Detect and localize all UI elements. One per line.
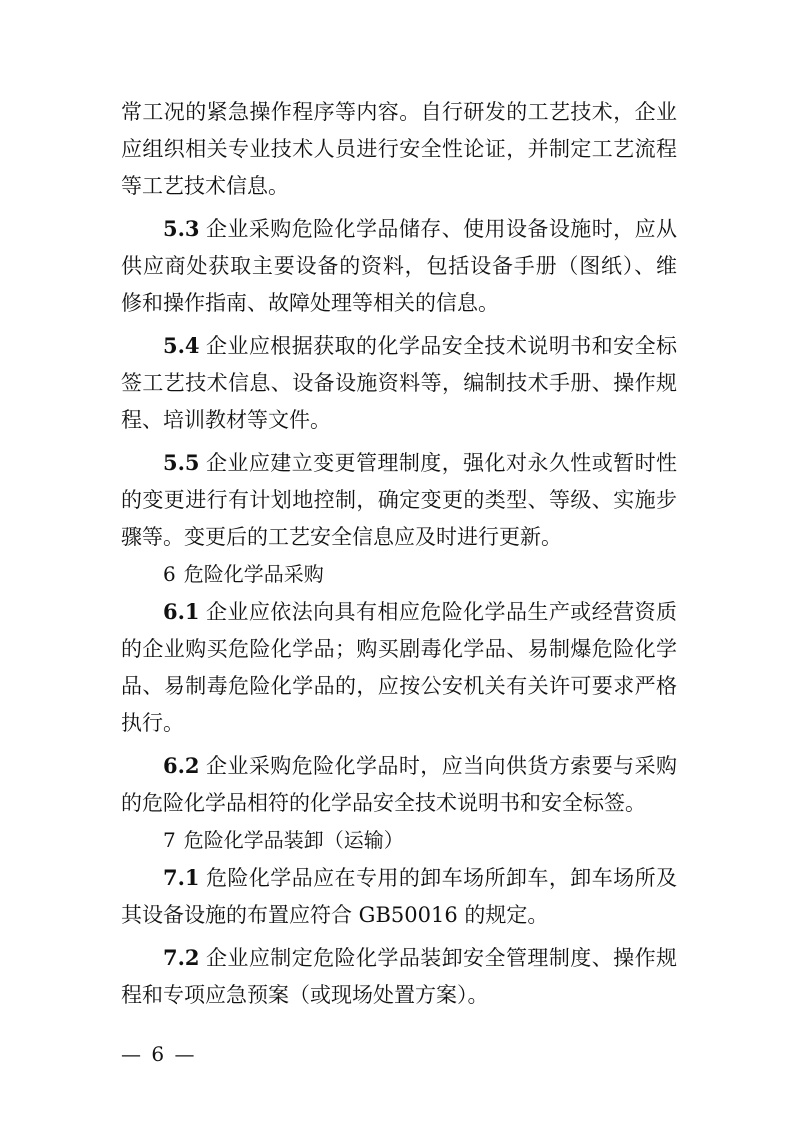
clause-number: 5.3 <box>163 216 200 241</box>
clause-number: 7.1 <box>163 865 200 890</box>
section-heading-7 <box>121 822 677 859</box>
clause-5-3 <box>121 210 677 322</box>
page-number: — 6 — <box>121 1042 197 1066</box>
clause-6-1 <box>121 593 677 742</box>
clause-6-2 <box>121 747 677 822</box>
clause-text: 危险化学品应在专用的卸车场所卸车，卸车场所及其设备设施的布置应符合 GB50016 的规定。 <box>121 866 677 927</box>
clause-7-1 <box>121 859 677 934</box>
section-heading-6 <box>121 556 677 593</box>
paragraph-continuation: 常工况的紧急操作程序等内容。自行研发的工艺技术，企业应组织相关专业技术人员进行安全性论证，并制定工艺流程等工艺技术信息。 <box>121 100 677 198</box>
clause-number: 5.4 <box>163 333 200 358</box>
clause-text: 企业应根据获取的化学品安全技术说明书和安全标签工艺技术信息、设备设施资料等，编制技术手册、操作规程、培训教材等文件。 <box>121 334 677 432</box>
clause-text: 企业采购危险化学品时，应当向供货方索要与采购的危险化学品相符的化学品安全技术说明书和安全标签。 <box>121 754 677 815</box>
clause-5-4 <box>121 327 677 439</box>
clause-text: 企业应依法向具有相应危险化学品生产或经营资质的企业购买危险化学品；购买剧毒化学品、易制爆危险化学品、易制毒危险化学品的，应按公安机关有关许可要求严格执行。 <box>121 600 677 735</box>
clause-7-2 <box>121 939 677 1014</box>
clause-text: 企业采购危险化学品储存、使用设备设施时，应从供应商处获取主要设备的资料，包括设备手册（图纸）、维修和操作指南、故障处理等相关的信息。 <box>121 217 677 315</box>
document-body <box>121 94 677 1014</box>
section-title: 危险化学品采购 <box>183 562 324 586</box>
section-number: 6 <box>163 562 176 586</box>
clause-number: 6.1 <box>163 599 200 624</box>
section-number: 7 <box>163 828 176 852</box>
section-title: 危险化学品装卸（运输） <box>183 828 404 852</box>
clause-number: 5.5 <box>163 450 200 475</box>
clause-text: 企业应建立变更管理制度，强化对永久性或暂时性的变更进行有计划地控制，确定变更的类型、等级、实施步骤等。变更后的工艺安全信息应及时进行更新。 <box>121 451 677 549</box>
clause-number: 7.2 <box>163 945 200 970</box>
clause-number: 6.2 <box>163 753 200 778</box>
clause-text: 企业应制定危险化学品装卸安全管理制度、操作规程和专项应急预案（或现场处置方案）。 <box>121 946 677 1007</box>
clause-5-5 <box>121 444 677 556</box>
